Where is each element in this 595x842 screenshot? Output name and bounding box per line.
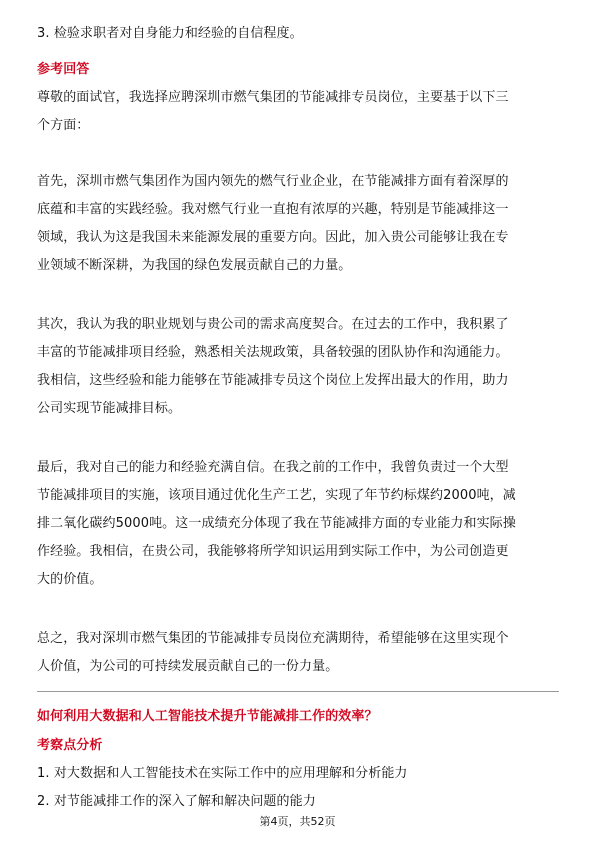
answer-para2-line-4: 公司实现节能减排目标。 xyxy=(37,401,182,416)
answer-intro-line-1: 尊敬的面试官，我选择应聘深圳市燃气集团的节能减排专员岗位，主要基于以下三 xyxy=(37,90,509,105)
answer-para2-line-3: 我相信，这些经验和能力能够在节能减排专员这个岗位上发挥出最大的作用，助力 xyxy=(37,373,509,388)
answer-para3-line-3: 排二氧化碳约5000吨。这一成绩充分体现了我在节能减排方面的专业能力和实际操 xyxy=(37,516,516,531)
answer-para3-line-1: 最后，我对自己的能力和经验充满自信。在我之前的工作中，我曾负责过一个大型 xyxy=(37,460,509,475)
answer-para1-line-3: 领域，我认为这是我国未来能源发展的重要方向。因此，加入贵公司能够让我在专 xyxy=(37,230,509,245)
analysis-item-2: 2. 对节能减排工作的深入了解和解决问题的能力 xyxy=(37,794,316,809)
analysis-item-1: 1. 对大数据和人工智能技术在实际工作中的应用理解和分析能力 xyxy=(37,766,408,781)
answer-para4-line-1: 总之，我对深圳市燃气集团的节能减排专员岗位充满期待，希望能够在这里实现个 xyxy=(37,631,509,646)
answer-para3-line-2: 节能减排项目的实施，该项目通过优化生产工艺，实现了年节约标煤约2000吨，减 xyxy=(37,488,516,503)
answer-para1-line-4: 业领域不断深耕，为我国的绿色发展贡献自己的力量。 xyxy=(37,258,352,273)
section-divider xyxy=(37,691,559,692)
reference-answer-heading: 参考回答 xyxy=(37,62,90,77)
page-number: 第4页，共52页 xyxy=(259,815,336,828)
answer-para1-line-2: 底蕴和丰富的实践经验。我对燃气行业一直抱有浓厚的兴趣，特别是节能减排这一 xyxy=(37,202,509,217)
analysis-heading: 考察点分析 xyxy=(37,738,103,753)
answer-para3-line-4: 作经验。我相信，在贵公司，我能够将所学知识运用到实际工作中，为公司创造更 xyxy=(37,544,509,559)
answer-para4-line-2: 人价值，为公司的可持续发展贡献自己的一份力量。 xyxy=(37,659,339,674)
answer-para2-line-1: 其次，我认为我的职业规划与贵公司的需求高度契合。在过去的工作中，我积累了 xyxy=(37,317,509,332)
criterion-item-3: 3. 检验求职者对自身能力和经验的自信程度。 xyxy=(37,26,303,41)
answer-intro-line-2: 个方面： xyxy=(37,118,90,133)
question-title: 如何利用大数据和人工智能技术提升节能减排工作的效率？ xyxy=(37,709,378,724)
answer-para3-line-5: 大的价值。 xyxy=(37,572,103,587)
answer-para2-line-2: 丰富的节能减排项目经验，熟悉相关法规政策，具备较强的团队协作和沟通能力。 xyxy=(37,345,509,360)
answer-para1-line-1: 首先，深圳市燃气集团作为国内领先的燃气行业企业，在节能减排方面有着深厚的 xyxy=(37,174,509,189)
